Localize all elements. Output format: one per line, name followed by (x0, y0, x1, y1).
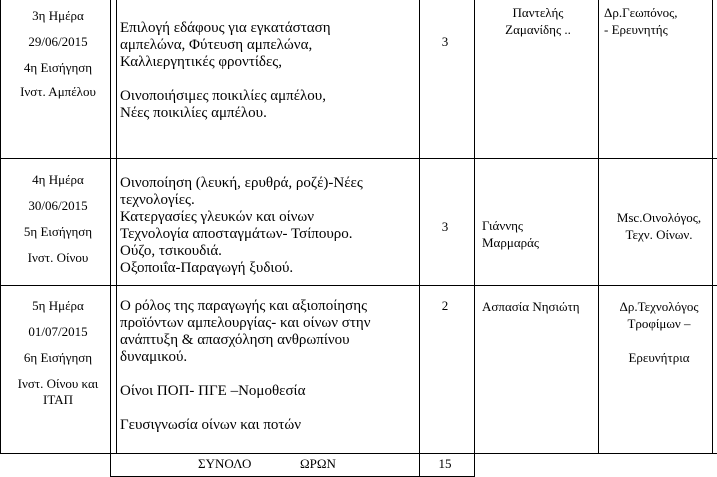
topic-line: Οξοποιΐα-Παραγωγή ξυδιού. (120, 260, 294, 276)
hours-value: 2 (441, 298, 449, 313)
column-divider (110, 0, 111, 477)
date-label: 01/07/2015 (28, 324, 88, 339)
hours-value: 3 (441, 219, 449, 234)
total-label: ΣΥΝΟΛΟ (198, 456, 252, 471)
date-label: 29/06/2015 (28, 34, 88, 49)
day-label: 4η Ημέρα (32, 172, 84, 187)
topic-line: Καλλιεργητικές φροντίδες, (120, 54, 282, 70)
hours-value: 3 (441, 34, 449, 49)
column-divider (474, 0, 475, 477)
institute-label: ΙΤΑΠ (42, 392, 73, 407)
instructor-title: Δρ.Γεωπόνος, - Ερευνητής (604, 5, 678, 37)
lecture-label: 5η Εισήγηση (23, 224, 93, 239)
hours-label: ΩΡΩΝ (300, 456, 336, 471)
topic-line: Επιλογή εδάφους για εγκατάσταση (120, 20, 331, 36)
topic-line: προϊόντων αμπελουργίας- και οίνων στην (120, 315, 371, 331)
column-divider (116, 0, 117, 454)
topic-line: Ούζο, τσικουδιά. (120, 243, 222, 259)
day-label: 3η Ημέρα (32, 8, 84, 23)
instructor-name: Γιάννης Μαρμαράς (482, 218, 540, 250)
column-divider (0, 0, 1, 454)
instructor-name: Παντελής Ζαμανίδης .. (505, 5, 571, 37)
topic-line: Οίνοι ΠΟΠ- ΠΓΕ –Νομοθεσία (120, 383, 306, 399)
row-divider (0, 453, 717, 454)
topic-line: Νέες ποικιλίες αμπέλου. (120, 105, 267, 121)
lecture-label: 6η Εισήγηση (23, 350, 93, 365)
session-info (6, 172, 110, 266)
topic-line: αμπελώνα, Φύτευση αμπελώνα, (120, 37, 313, 53)
topic-line: Οινοποίηση (λευκή, ερυθρά, ροζέ)-Νέες (120, 175, 363, 191)
instructor-title: Msc.Οινολόγος, Τεχν. Οίνων. (616, 210, 702, 242)
session-info (6, 8, 110, 100)
topic-line: Γευσιγνωσία οίνων και ποτών (120, 417, 302, 433)
institute-label: Ινστ. Οίνου (27, 250, 89, 265)
topic-text (120, 20, 420, 122)
topic-line: Ο ρόλος της παραγωγής και αξιοποίησης (120, 298, 368, 314)
institute-label: Ινστ. Αμπέλου (20, 84, 96, 99)
instructor-title: Δρ.Τεχνολόγος Τροφίμων – Ερευνήτρια (619, 299, 699, 365)
topic-text (120, 175, 420, 277)
topic-line: δυναμικού. (120, 349, 188, 365)
session-info (6, 298, 110, 408)
row-divider (0, 158, 717, 159)
instructor-name: Ασπασία Νησιώτη (482, 299, 580, 314)
row-divider (0, 285, 717, 286)
topic-line: Τεχνολογία αποσταγμάτων- Τσίπουρο. (120, 226, 353, 242)
topic-line: ανάπτυξη & απασχόληση ανθρωπίνου (120, 332, 350, 348)
day-label: 5η Ημέρα (32, 298, 84, 313)
institute-label: Ινστ. Οίνου και (17, 376, 99, 391)
lecture-label: 4η Εισήγηση (23, 60, 93, 75)
total-hours: 15 (438, 456, 452, 471)
topic-text (120, 298, 420, 434)
topic-line: Κατεργασίες γλευκών και οίνων (120, 209, 315, 225)
topic-line: Οινοποιήσιμες ποικιλίες αμπέλου, (120, 88, 326, 104)
date-label: 30/06/2015 (28, 198, 88, 213)
topic-line: τεχνολογίες. (120, 192, 195, 208)
